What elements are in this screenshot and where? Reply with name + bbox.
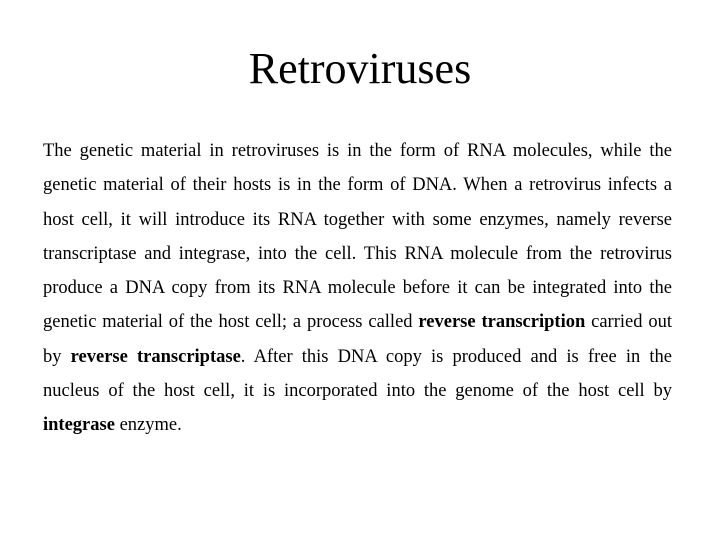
body-paragraph — [43, 134, 672, 443]
paragraph-text-3: . After this DNA copy is produced and is free in the nucleus of the host cell, it is incorporated into the genome of the host cell by — [43, 346, 672, 402]
paragraph-text-4: enzyme. — [114, 415, 182, 436]
term-reverse-transcriptase: reverse transcriptase — [70, 346, 241, 367]
term-reverse-transcription: reverse transcription — [418, 312, 586, 333]
paragraph-text-2: carried out by — [43, 312, 672, 367]
slide-title: Retroviruses — [248, 44, 472, 93]
paragraph-text-1: The genetic material in retroviruses is in the form of RNA molecules, while the genetic material of their hosts is in the form of DNA. When a retrovirus infects a host cell, it will introduce its RNA together with some enzymes, namely reverse transcriptase and integrase, into the cell. This RNA molecule from the retrovirus produce a DNA copy from its RNA molecule before it can be integrated into the genetic material of the host cell; a process called — [43, 141, 672, 333]
term-integrase: integrase — [43, 415, 115, 436]
